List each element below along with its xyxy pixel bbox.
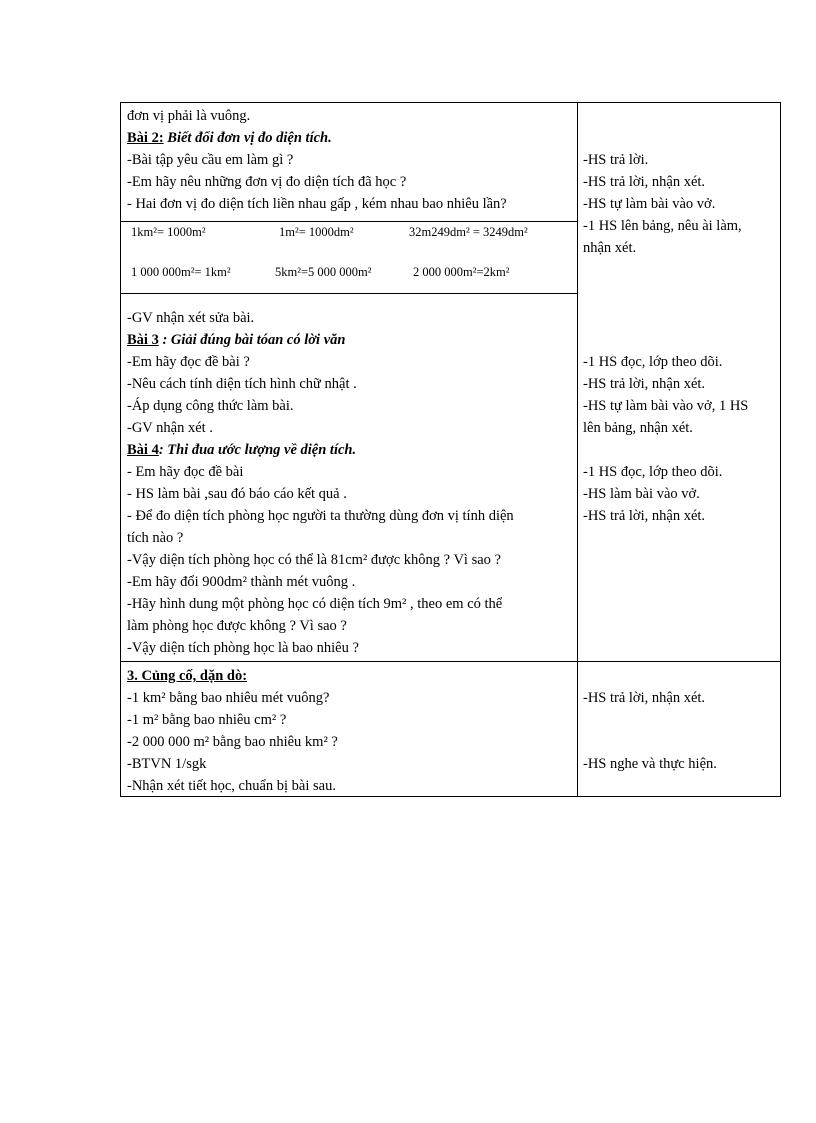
- left-line: -BTVN 1/sgk: [127, 756, 207, 772]
- section3-title: 3. Củng cố, dặn dò:: [127, 668, 248, 684]
- right-line: -HS trả lời.: [583, 152, 649, 168]
- bai2-label: Bài 2:: [127, 130, 164, 146]
- lesson-table: [120, 102, 781, 797]
- left-line: -Hãy hình dung một phòng học có diện tích 9m² , theo em có thể: [127, 596, 503, 612]
- right-line: -HS trả lời, nhận xét.: [583, 376, 706, 392]
- left-line: - HS làm bài ,sau đó báo cáo kết quả .: [127, 486, 347, 502]
- bai3-label: Bài 3: [127, 332, 159, 348]
- bai2-title: Biết đổi đơn vị đo diện tích.: [167, 130, 332, 146]
- left-line: -Em hãy nêu những đơn vị đo diện tích đã học ?: [127, 174, 407, 190]
- column-divider: [577, 103, 578, 796]
- right-line: -HS trả lời, nhận xét.: [583, 508, 706, 524]
- left-line: -GV nhận xét .: [127, 420, 213, 436]
- right-line: lên bảng, nhận xét.: [583, 420, 693, 436]
- left-line: -1 km² bằng bao nhiêu mét vuông?: [127, 690, 330, 706]
- bai2-heading: [127, 127, 332, 149]
- left-line: -Em hãy đổi 900dm² thành mét vuông .: [127, 574, 356, 590]
- bai4-label: Bài 4: [127, 442, 159, 458]
- math-box-bottom-border: [121, 293, 577, 294]
- right-line: -1 HS đọc, lớp theo dõi.: [583, 464, 723, 480]
- left-line: -Vậy diện tích phòng học có thể là 81cm² được không ? Vì sao ?: [127, 552, 501, 568]
- right-line: nhận xét.: [583, 240, 637, 256]
- left-line: - Để đo diện tích phòng học người ta thường dùng đơn vị tính diện: [127, 508, 514, 524]
- left-line: đơn vị phải là vuông.: [127, 108, 251, 124]
- left-line: -Áp dụng công thức làm bài.: [127, 398, 294, 414]
- right-line: -HS làm bài vào vở.: [583, 486, 700, 502]
- math-item: 32m249dm² = 3249dm²: [409, 225, 528, 239]
- bai3-title: : Giải đúng bài tóan có lời văn: [158, 332, 346, 348]
- left-line: - Em hãy đọc đề bài: [127, 464, 244, 480]
- bai3-heading: [127, 329, 345, 351]
- math-item: 1km²= 1000m²: [131, 225, 206, 239]
- bai4-heading: [127, 439, 356, 461]
- right-line: -HS tự làm bài vào vở.: [583, 196, 716, 212]
- right-line: -1 HS lên bảng, nêu ài làm,: [583, 218, 742, 234]
- left-line: làm phòng học được không ? Vì sao ?: [127, 618, 347, 634]
- section-divider: [121, 661, 780, 662]
- math-item: 5km²=5 000 000m²: [275, 265, 372, 279]
- left-line: -Nhận xét tiết học, chuẩn bị bài sau.: [127, 778, 336, 794]
- math-item: 1 000 000m²= 1km²: [131, 265, 231, 279]
- right-line: -HS nghe và thực hiện.: [583, 756, 717, 772]
- left-line: -2 000 000 m² bằng bao nhiêu km² ?: [127, 734, 338, 750]
- right-line: -HS trả lời, nhận xét.: [583, 174, 706, 190]
- left-line: -1 m² bằng bao nhiêu cm² ?: [127, 712, 287, 728]
- left-line: -Nêu cách tính diện tích hình chữ nhật .: [127, 376, 357, 392]
- math-box-top-border: [121, 221, 577, 222]
- left-line: -Bài tập yêu cầu em làm gì ?: [127, 152, 294, 168]
- left-line: -GV nhận xét sửa bài.: [127, 310, 255, 326]
- left-line: -Vậy diện tích phòng học là bao nhiêu ?: [127, 640, 359, 656]
- right-line: -1 HS đọc, lớp theo dõi.: [583, 354, 723, 370]
- bai4-title: : Thi đua ước lượng về diện tích.: [158, 442, 357, 458]
- left-line: -Em hãy đọc đề bài ?: [127, 354, 250, 370]
- left-line: tích nào ?: [127, 530, 184, 546]
- right-line: -HS trả lời, nhận xét.: [583, 690, 706, 706]
- left-line: - Hai đơn vị đo diện tích liền nhau gấp , kém nhau bao nhiêu lần?: [127, 196, 507, 212]
- right-line: -HS tự làm bài vào vở, 1 HS: [583, 398, 749, 414]
- math-item: 2 000 000m²=2km²: [413, 265, 510, 279]
- math-item: 1m²= 1000dm²: [279, 225, 354, 239]
